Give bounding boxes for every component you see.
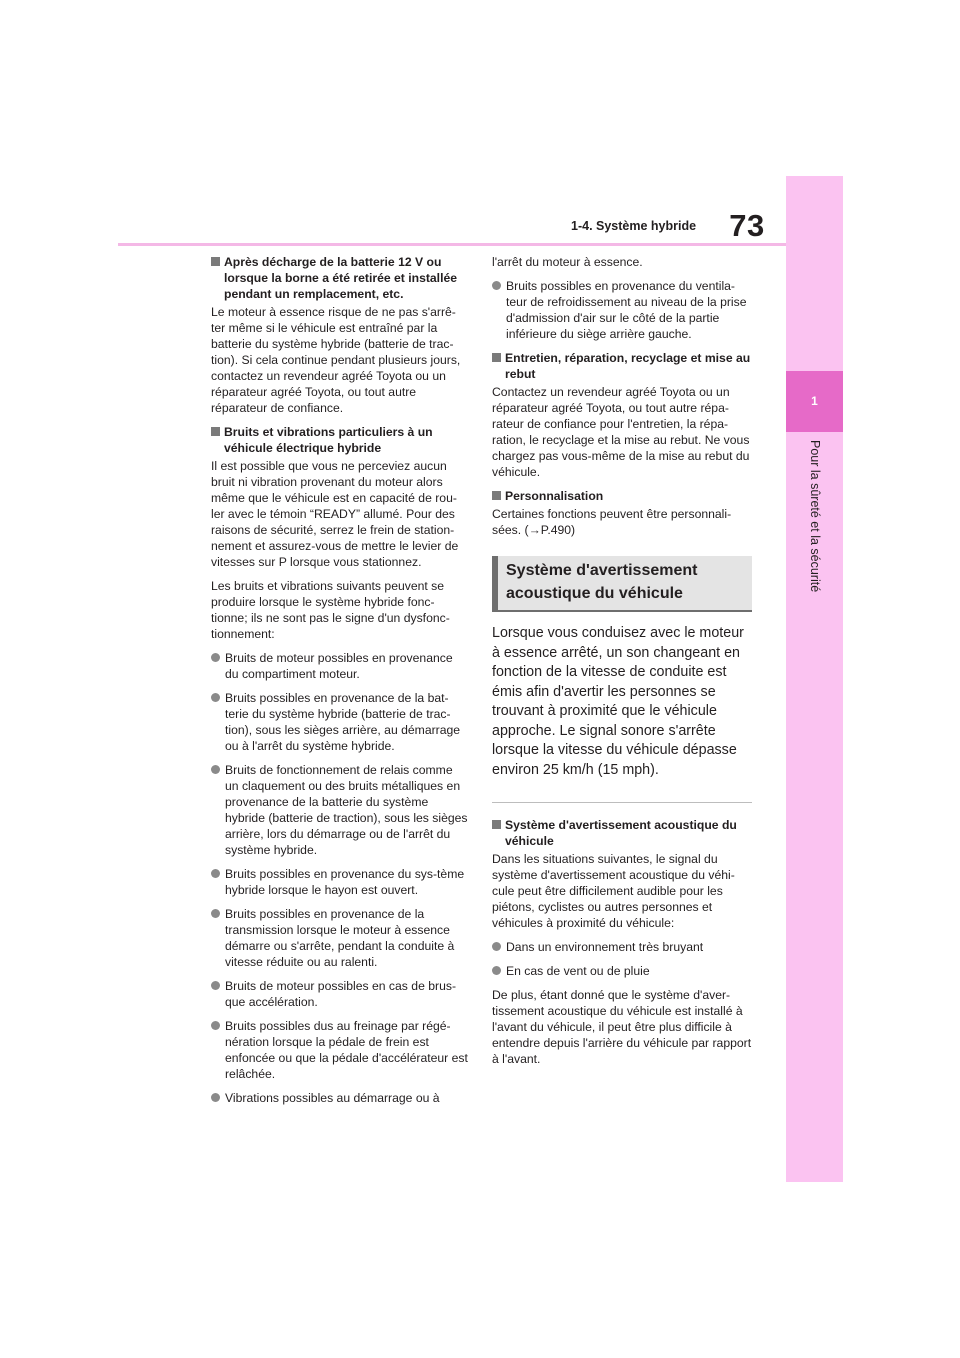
section-heading: Système d'avertissement acoustique du véhicule — [506, 562, 698, 602]
square-bullet-icon — [492, 353, 501, 362]
paragraph: l'arrêt du moteur à essence. — [492, 255, 643, 269]
subheading-text: Après décharge de la batterie 12 V ou lorsque la borne a été retirée et installée pendant un remplacement, etc. — [224, 255, 458, 301]
chapter-tab: 1 — [786, 371, 843, 432]
list-item — [211, 650, 469, 682]
subheading — [492, 817, 752, 849]
round-bullet-icon — [211, 693, 220, 702]
subheading — [492, 488, 752, 504]
section-title: 1-4. Système hybride — [571, 219, 697, 233]
round-bullet-icon — [211, 869, 220, 878]
heading-accent-bar — [492, 556, 498, 610]
list-item — [211, 978, 469, 1010]
paragraph: De plus, étant donné que le système d'aver-tissement acoustique du véhicule est installé à l'avant du véhicule, il peut être plus difficile à entendre depuis l'arrière du véhicule par rapport à l'avant. — [492, 988, 752, 1066]
list-item-text: Bruits de moteur possibles en provenance du compartiment moteur. — [225, 651, 453, 681]
list-item-text: Vibrations possibles au démarrage ou à — [225, 1091, 440, 1105]
chapter-title: Pour la sûreté et la sécurité — [808, 440, 822, 593]
subheading-text: Personnalisation — [505, 489, 604, 503]
section-heading-box — [492, 556, 752, 612]
left-column — [211, 254, 469, 1114]
list-item — [211, 1018, 469, 1082]
square-bullet-icon — [492, 491, 501, 500]
round-bullet-icon — [211, 765, 220, 774]
paragraph — [492, 506, 752, 538]
list-item — [492, 939, 752, 955]
right-column — [492, 254, 752, 1075]
list-item-text: Bruits de fonctionnement de relais comme un claquement ou des bruits métalliques en provenance de la batterie du système hybride (batterie de traction), sous les sièges arrière, lors du démarrage ou de l'arrêt du système hybride. — [225, 763, 468, 857]
subheading-text: Bruits et vibrations particuliers à un véhicule électrique hybride — [224, 425, 433, 455]
intro-paragraph: Lorsque vous conduisez avec le moteur à essence arrêté, un son changeant en fonction de la vitesse de conduite est émis afin d'avertir les personnes se trouvant à proximité que le véhicule approche. Le signal sonore s'arrête lorsque la vitesse du véhicule dépasse environ 25 km/h (15 mph). — [492, 625, 744, 778]
chapter-sidebar — [786, 176, 843, 1182]
subheading — [211, 254, 469, 302]
list-item — [492, 963, 752, 979]
round-bullet-icon — [211, 909, 220, 918]
round-bullet-icon — [211, 1021, 220, 1030]
square-bullet-icon — [492, 820, 501, 829]
round-bullet-icon — [211, 1093, 220, 1102]
list-item-text: En cas de vent ou de pluie — [506, 964, 650, 978]
round-bullet-icon — [492, 942, 501, 951]
paragraph: Il est possible que vous ne perceviez aucun bruit ni vibration provenant du moteur alors même que le véhicule est en capacité de rou-ler avec le témoin “READY” allumé. Pour des raisons de sécurité, serrez le frein de station-nement et assurez-vous de mettre le levier de vitesses sur P lorsque vous stationnez. — [211, 459, 459, 569]
list-item-text: Bruits possibles en provenance du ventila-teur de refroidissement au niveau de la prise d'admission d'air sur le côté de la partie inférieure du siège arrière gauche. — [506, 279, 747, 341]
list-item — [211, 1090, 469, 1106]
square-bullet-icon — [211, 427, 220, 436]
list-item — [211, 690, 469, 754]
list-item-text: Bruits possibles en provenance du sys-tème hybride lorsque le hayon est ouvert. — [225, 867, 465, 897]
round-bullet-icon — [492, 966, 501, 975]
round-bullet-icon — [492, 281, 501, 290]
page-reference: →P.490) — [528, 523, 576, 537]
list-item-text: Bruits possibles dus au freinage par régé-nération lorsque la pédale de frein est enfoncée ou que la pédale d'accélérateur est relâchée. — [225, 1019, 468, 1081]
list-item — [492, 278, 752, 342]
list-item-text: Dans un environnement très bruyant — [506, 940, 704, 954]
round-bullet-icon — [211, 653, 220, 662]
subheading-text: Système d'avertissement acoustique du véhicule — [505, 818, 737, 848]
list-item-text: Bruits possibles en provenance de la bat-terie du système hybride (batterie de trac-tion), sous les sièges arrière, au démarrage ou à l'arrêt du système hybride. — [225, 691, 461, 753]
list-item-text: Bruits possibles en provenance de la transmission lorsque le moteur à essence démarre ou s'arrête, pendant la conduite à vitesse réduite ou au ralenti. — [225, 907, 455, 969]
list-item-text: Bruits de moteur possibles en cas de brus-que accélération. — [225, 979, 456, 1009]
paragraph: Le moteur à essence risque de ne pas s'arrê-ter même si le véhicule est entraîné par la batterie du système hybride (batterie de trac-tion). Si cela continue pendant plusieurs jours, contactez un revendeur agréé Toyota ou un réparateur agréé Toyota, ou tout autre réparateur de confiance. — [211, 305, 461, 415]
square-bullet-icon — [211, 257, 220, 266]
header-rule — [118, 243, 786, 246]
paragraph-text: Certaines fonctions peuvent être personnali-sées. ( — [492, 507, 732, 537]
divider — [492, 802, 752, 803]
paragraph: Dans les situations suivantes, le signal du système d'avertissement acoustique du véhi-cule peut être difficilement audible pour les piétons, cyclistes ou autres personnes et véhicules à proximité du véhicule: — [492, 852, 735, 930]
list-item — [211, 762, 469, 858]
paragraph: Les bruits et vibrations suivants peuvent se produire lorsque le système hybride fonc-tionne; ils ne sont pas le signe d'un dysfonc-tionnement: — [211, 579, 450, 641]
subheading — [492, 350, 752, 382]
round-bullet-icon — [211, 981, 220, 990]
paragraph: Contactez un revendeur agréé Toyota ou un réparateur agréé Toyota, ou tout autre répa-rateur de confiance pour l'entretien, la répa-ration, le recyclage et la mise au rebut. Ne vous chargez pas vous-même de la mise au rebut du véhicule. — [492, 385, 750, 479]
list-item — [211, 906, 469, 970]
subheading — [211, 424, 469, 456]
list-item — [211, 866, 469, 898]
page-number: 73 — [729, 208, 765, 243]
subheading-text: Entretien, réparation, recyclage et mise au rebut — [505, 351, 751, 381]
